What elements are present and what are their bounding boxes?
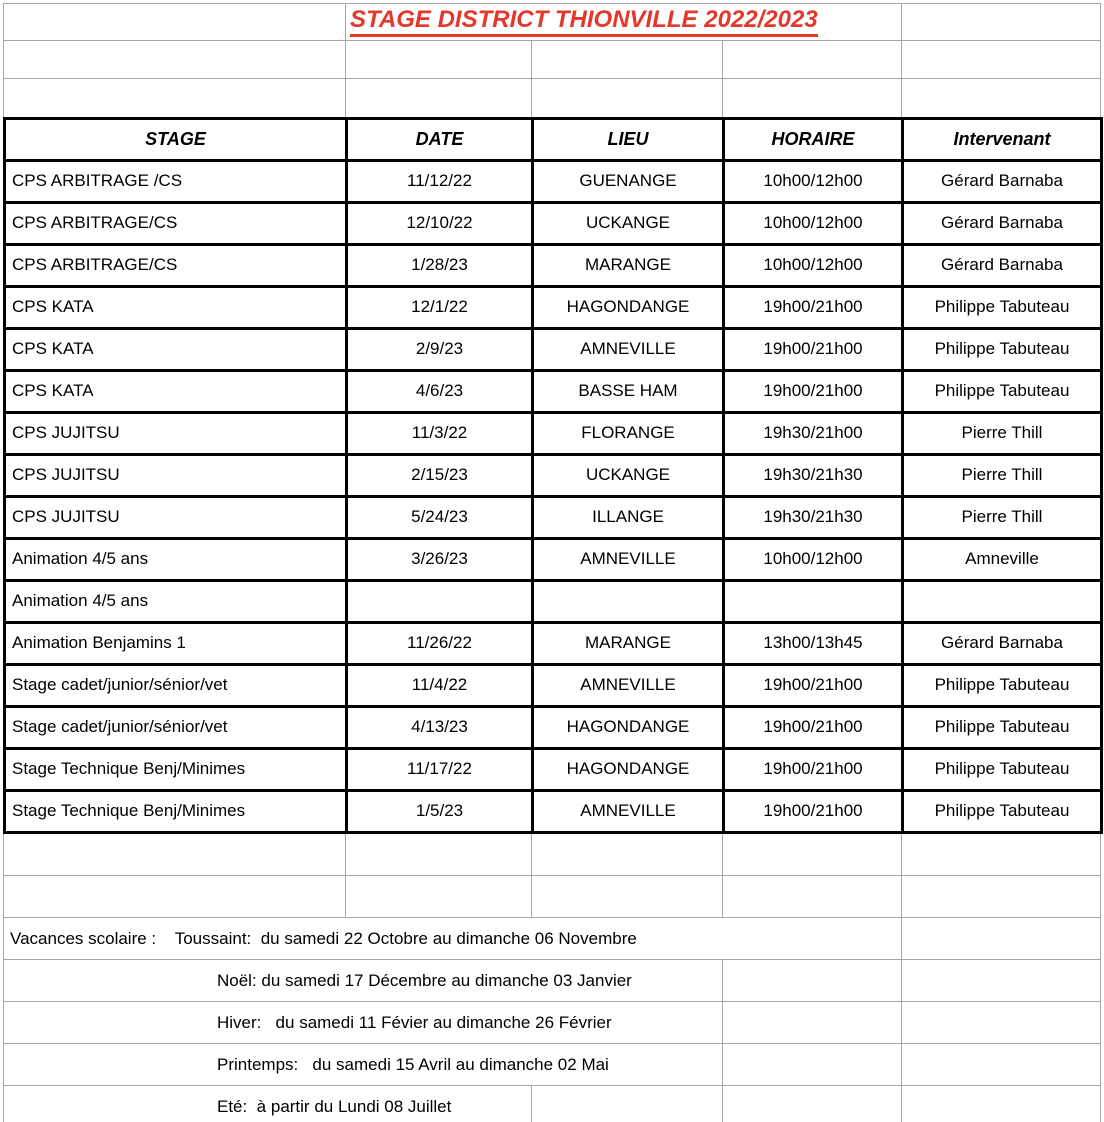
table-cell: UCKANGE xyxy=(533,202,724,244)
table-cell: 10h00/12h00 xyxy=(724,160,903,202)
table-cell: GUENANGE xyxy=(533,160,724,202)
table-cell: Stage cadet/junior/sénior/vet xyxy=(5,706,347,748)
table-cell: 10h00/12h00 xyxy=(724,244,903,286)
table-cell xyxy=(347,580,533,622)
table-cell: 19h00/21h00 xyxy=(724,286,903,328)
column-header-lieu: LIEU xyxy=(533,118,724,160)
table-cell: CPS ARBITRAGE/CS xyxy=(5,244,347,286)
table-cell: 19h00/21h00 xyxy=(724,748,903,790)
table-cell: FLORANGE xyxy=(533,412,724,454)
table-row xyxy=(5,790,1102,832)
table-cell: 11/12/22 xyxy=(347,160,533,202)
table-cell: 12/1/22 xyxy=(347,286,533,328)
table-cell: BASSE HAM xyxy=(533,370,724,412)
table-cell: Pierre Thill xyxy=(903,496,1102,538)
table-cell: Animation 4/5 ans xyxy=(5,538,347,580)
table-cell: HAGONDANGE xyxy=(533,286,724,328)
empty-cell xyxy=(4,79,346,117)
table-row xyxy=(5,622,1102,664)
table-cell: Philippe Tabuteau xyxy=(903,370,1102,412)
table-cell: CPS ARBITRAGE/CS xyxy=(5,202,347,244)
empty-cell xyxy=(4,876,346,918)
empty-cell xyxy=(902,834,1101,876)
empty-cell xyxy=(723,876,902,918)
blank-row xyxy=(4,41,1101,79)
table-cell: Philippe Tabuteau xyxy=(903,706,1102,748)
table-cell: 1/28/23 xyxy=(347,244,533,286)
table-cell: 11/3/22 xyxy=(347,412,533,454)
stage-table-body xyxy=(5,160,1102,832)
column-header-intervenant: Intervenant xyxy=(903,118,1102,160)
table-row xyxy=(5,706,1102,748)
empty-cell xyxy=(4,41,346,79)
table-cell: 19h30/21h30 xyxy=(724,454,903,496)
table-cell: 19h00/21h00 xyxy=(724,664,903,706)
vacations-grid xyxy=(3,834,1101,1122)
table-row xyxy=(5,412,1102,454)
vacances-printemps: Printemps: du samedi 15 Avril au dimanche 02 Mai xyxy=(4,1044,723,1086)
table-cell xyxy=(903,580,1102,622)
empty-cell xyxy=(902,4,1101,41)
empty-cell xyxy=(723,960,902,1002)
vacances-ete-row xyxy=(4,1086,1101,1122)
table-cell: MARANGE xyxy=(533,244,724,286)
empty-cell xyxy=(902,79,1101,117)
table-cell: Philippe Tabuteau xyxy=(903,664,1102,706)
empty-cell xyxy=(532,1086,723,1122)
table-cell: Philippe Tabuteau xyxy=(903,790,1102,832)
table-row xyxy=(5,454,1102,496)
table-cell: 4/13/23 xyxy=(347,706,533,748)
table-cell: Philippe Tabuteau xyxy=(903,286,1102,328)
table-row xyxy=(5,580,1102,622)
empty-cell xyxy=(902,1044,1101,1086)
empty-cell xyxy=(346,834,532,876)
vacances-hiver: Hiver: du samedi 11 Févier au dimanche 26 Février xyxy=(4,1002,723,1044)
table-row xyxy=(5,370,1102,412)
empty-cell xyxy=(532,41,723,79)
table-cell: 19h00/21h00 xyxy=(724,706,903,748)
table-cell: Philippe Tabuteau xyxy=(903,748,1102,790)
empty-cell xyxy=(532,79,723,117)
table-cell: Animation 4/5 ans xyxy=(5,580,347,622)
table-cell: CPS KATA xyxy=(5,286,347,328)
table-cell: 10h00/12h00 xyxy=(724,538,903,580)
empty-cell xyxy=(723,834,902,876)
table-cell: Gérard Barnaba xyxy=(903,244,1102,286)
table-cell: 19h00/21h00 xyxy=(724,328,903,370)
empty-cell xyxy=(902,918,1101,960)
empty-cell xyxy=(723,1002,902,1044)
table-cell: 11/17/22 xyxy=(347,748,533,790)
table-cell: 19h30/21h00 xyxy=(724,412,903,454)
table-cell: Pierre Thill xyxy=(903,454,1102,496)
table-row xyxy=(5,160,1102,202)
table-cell: 12/10/22 xyxy=(347,202,533,244)
vacances-toussaint: Vacances scolaire : Toussaint: du samedi 22 Octobre au dimanche 06 Novembre xyxy=(4,918,902,960)
table-cell: CPS KATA xyxy=(5,328,347,370)
page-title: STAGE DISTRICT THIONVILLE 2022/2023 xyxy=(350,7,818,36)
empty-cell xyxy=(902,41,1101,79)
table-cell: Amneville xyxy=(903,538,1102,580)
table-row xyxy=(5,202,1102,244)
table-row xyxy=(5,664,1102,706)
table-cell: ILLANGE xyxy=(533,496,724,538)
table-cell: Pierre Thill xyxy=(903,412,1102,454)
table-cell: MARANGE xyxy=(533,622,724,664)
title-grid xyxy=(3,3,1101,117)
table-cell xyxy=(533,580,724,622)
table-cell: 11/26/22 xyxy=(347,622,533,664)
table-cell: CPS ARBITRAGE /CS xyxy=(5,160,347,202)
table-cell: Stage Technique Benj/Minimes xyxy=(5,790,347,832)
table-cell: Gérard Barnaba xyxy=(903,622,1102,664)
table-cell: 13h00/13h45 xyxy=(724,622,903,664)
column-header-horaire: HORAIRE xyxy=(724,118,903,160)
empty-cell xyxy=(723,1044,902,1086)
table-cell: 11/4/22 xyxy=(347,664,533,706)
empty-cell xyxy=(346,41,532,79)
vacances-toussaint-row xyxy=(4,918,1101,960)
stage-table xyxy=(3,117,1103,834)
empty-cell xyxy=(723,1086,902,1122)
table-cell: 2/15/23 xyxy=(347,454,533,496)
table-cell: 5/24/23 xyxy=(347,496,533,538)
table-cell: CPS JUJITSU xyxy=(5,454,347,496)
empty-cell xyxy=(346,79,532,117)
table-cell: 4/6/23 xyxy=(347,370,533,412)
empty-cell xyxy=(4,834,346,876)
table-cell: AMNEVILLE xyxy=(533,328,724,370)
table-cell: AMNEVILLE xyxy=(533,664,724,706)
vacances-printemps-row xyxy=(4,1044,1101,1086)
table-cell: HAGONDANGE xyxy=(533,706,724,748)
empty-cell xyxy=(902,876,1101,918)
header-row xyxy=(5,118,1102,160)
table-cell: Philippe Tabuteau xyxy=(903,328,1102,370)
table-cell: 19h00/21h00 xyxy=(724,790,903,832)
vacances-ete: Eté: à partir du Lundi 08 Juillet xyxy=(4,1086,532,1122)
spreadsheet-page xyxy=(3,3,1100,1122)
empty-cell xyxy=(4,4,346,41)
table-row xyxy=(5,748,1102,790)
table-cell: CPS JUJITSU xyxy=(5,412,347,454)
table-cell: 19h30/21h30 xyxy=(724,496,903,538)
page-title-cell xyxy=(346,4,902,41)
empty-cell xyxy=(532,876,723,918)
table-cell: AMNEVILLE xyxy=(533,790,724,832)
table-cell: Gérard Barnaba xyxy=(903,160,1102,202)
empty-cell xyxy=(902,1086,1101,1122)
table-cell: 1/5/23 xyxy=(347,790,533,832)
title-row xyxy=(4,4,1101,41)
empty-cell xyxy=(723,79,902,117)
table-cell: Animation Benjamins 1 xyxy=(5,622,347,664)
column-header-stage: STAGE xyxy=(5,118,347,160)
empty-cell xyxy=(902,960,1101,1002)
empty-cell xyxy=(723,41,902,79)
table-row xyxy=(5,286,1102,328)
table-cell xyxy=(724,580,903,622)
table-cell: CPS JUJITSU xyxy=(5,496,347,538)
table-cell: AMNEVILLE xyxy=(533,538,724,580)
table-cell: Gérard Barnaba xyxy=(903,202,1102,244)
blank-row xyxy=(4,876,1101,918)
table-cell: Stage Technique Benj/Minimes xyxy=(5,748,347,790)
empty-cell xyxy=(346,876,532,918)
table-cell: CPS KATA xyxy=(5,370,347,412)
table-row xyxy=(5,538,1102,580)
table-cell: Stage cadet/junior/sénior/vet xyxy=(5,664,347,706)
vacances-noel: Noël: du samedi 17 Décembre au dimanche 03 Janvier xyxy=(4,960,723,1002)
column-header-date: DATE xyxy=(347,118,533,160)
table-cell: 19h00/21h00 xyxy=(724,370,903,412)
table-cell: 10h00/12h00 xyxy=(724,202,903,244)
table-cell: HAGONDANGE xyxy=(533,748,724,790)
vacances-hiver-row xyxy=(4,1002,1101,1044)
blank-row xyxy=(4,834,1101,876)
vacances-noel-row xyxy=(4,960,1101,1002)
blank-row xyxy=(4,79,1101,117)
table-cell: UCKANGE xyxy=(533,454,724,496)
table-row xyxy=(5,244,1102,286)
table-row xyxy=(5,328,1102,370)
table-cell: 2/9/23 xyxy=(347,328,533,370)
empty-cell xyxy=(532,834,723,876)
table-row xyxy=(5,496,1102,538)
empty-cell xyxy=(902,1002,1101,1044)
table-cell: 3/26/23 xyxy=(347,538,533,580)
